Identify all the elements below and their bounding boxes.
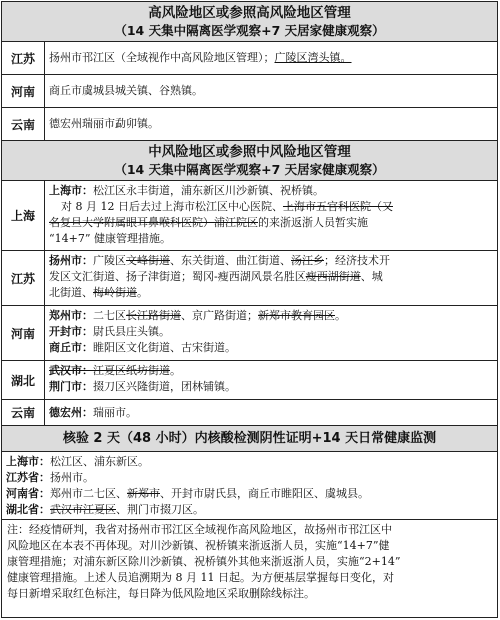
nucleic-test-header	[2, 426, 497, 452]
area-text-struck: 汤汪乡	[291, 254, 324, 267]
area-text-struck: 梅岭街道	[93, 286, 137, 299]
area-text-struck: 江夏区纸坊街道	[93, 364, 170, 377]
province-label: 江苏	[2, 251, 45, 305]
footnote	[2, 520, 497, 604]
area-text: 、开封市尉氏县，商丘市睢阳区、虞城县。	[160, 487, 369, 500]
table-row	[2, 42, 497, 75]
note-line: 注：经疫情研判，我省对扬州市邗江区全域视作高风险地区，故扬州市邗江区中	[7, 523, 392, 536]
area-text: 。	[335, 309, 346, 322]
area-text-struck: 瘦西湖街道	[305, 270, 361, 283]
province-label: 云南	[2, 400, 45, 425]
nucleic-test-list	[2, 452, 497, 520]
province-label: 湖北	[2, 361, 45, 399]
area-text: ；经济技术开	[324, 254, 390, 267]
list-item	[2, 486, 497, 502]
area-text: 的来浙返浙人员暂实施	[258, 216, 368, 229]
area-text-struck: 文峰街道	[126, 254, 170, 267]
area-text: 郑州市二七区、	[50, 487, 127, 500]
province-label: 湖北省：	[6, 503, 50, 516]
province-label: 上海	[2, 181, 45, 250]
area-text: 尉氏县庄头镇。	[93, 325, 170, 338]
city-label: 扬州市：	[49, 254, 93, 267]
area-text: 掇刀区兴隆街道，团林铺镇。	[93, 380, 236, 393]
area-text: 德宏州瑞丽市勐卯镇。	[49, 117, 159, 130]
area-text: 二七区	[93, 309, 126, 322]
province-label: 云南	[2, 108, 45, 140]
area-text-struck: 新郑市教育园区	[258, 309, 335, 322]
table-row	[2, 361, 497, 400]
note-line: 每日新增采取红色标注，每日降为低风险地区采取删除线标注。	[7, 587, 315, 600]
city-label: 商丘市：	[49, 341, 93, 354]
area-text: 扬州市邗江区（全域视作中高风险地区管理）；	[49, 51, 275, 64]
city-label: 上海市：	[49, 184, 93, 197]
medium-risk-header	[2, 141, 497, 181]
city-label: 荆门市：	[49, 380, 93, 393]
area-text: 、东关街道、曲江街道、	[170, 254, 291, 267]
province-label: 河南	[2, 75, 45, 107]
risk-area-document	[1, 1, 498, 618]
area-text: 瑞丽市。	[93, 405, 137, 419]
nucleic-test-title: 核验 2 天（48 小时）内核酸检测阴性证明+14 天日常健康监测	[62, 430, 437, 446]
area-text-underlined: 广陵区湾头镇。	[274, 51, 352, 64]
high-risk-subtitle: （14 天集中隔离医学观察+7 天居家健康观察）	[114, 23, 385, 38]
high-risk-title: 高风险地区或参照高风险地区管理	[148, 5, 351, 21]
area-text: “14+7” 健康管理措施。	[49, 232, 171, 245]
area-text-struck: 武汉市江夏区	[50, 503, 116, 516]
province-label: 江苏	[2, 42, 45, 74]
area-text: 。	[137, 286, 148, 299]
table-row	[2, 400, 497, 426]
note-line: 健康管理措施。上述人员追溯期为 8 月 11 日起。为方便基层掌握每日变化，对	[7, 571, 394, 584]
area-text: 、荆门市掇刀区。	[116, 503, 204, 516]
city-label: 郑州市：	[49, 309, 93, 322]
area-text: 扬州市。	[50, 471, 94, 484]
table-row	[2, 251, 497, 306]
province-label: 河南	[2, 306, 45, 360]
area-text-struck: 新郑市	[127, 487, 160, 500]
city-label: 德宏州：	[49, 405, 93, 419]
area-text: 、京广路街道；	[181, 309, 258, 322]
area-text: 松江区、浦东新区。	[50, 455, 149, 468]
medium-risk-title: 中风险地区或参照中风险地区管理	[148, 144, 351, 160]
area-text: 广陵区	[93, 254, 126, 267]
note-line: 风险地区在本表不再体现。对川沙新镇、祝桥镇来浙返浙人员，实施“14+7”健	[7, 539, 390, 552]
area-text: 、城	[360, 270, 383, 283]
area-text: 北街道、	[49, 286, 93, 299]
note-line: 康管理措施；对浦东新区除川沙新镇、祝桥镇外其他来浙返浙人员，实施“2+14”	[7, 555, 401, 568]
area-text: 发区文汇街道、扬子津街道；蜀冈-瘦西湖风景名胜区	[49, 270, 306, 283]
area-text-struck: 上海市五官科医院（又	[282, 200, 393, 213]
medium-risk-subtitle: （14 天集中隔离医学观察+7 天居家健康观察）	[114, 162, 385, 177]
table-row	[2, 108, 497, 141]
province-label: 江苏省：	[6, 471, 50, 484]
province-label: 上海市：	[6, 455, 50, 468]
area-text: 。	[170, 364, 181, 377]
area-text: 睢阳区文化街道、古宋街道。	[93, 341, 236, 354]
table-row	[2, 181, 497, 251]
area-text: 商丘市虞城县城关镇、谷熟镇。	[49, 84, 203, 97]
area-text-struck: 长江路街道	[126, 309, 181, 322]
city-label: 开封市：	[49, 325, 93, 338]
list-item	[2, 502, 497, 518]
area-text: 对 8 月 12 日后去过上海市松江区中心医院、	[61, 200, 283, 213]
high-risk-header	[2, 2, 497, 42]
city-label-struck: 武汉市：	[49, 364, 93, 377]
area-text: 松江区永丰街道，浦东新区川沙新镇、祝桥镇。	[93, 184, 324, 197]
area-text-struck: 名复旦大学附属眼耳鼻喉科医院）浦江院区	[49, 216, 258, 229]
province-label: 河南省：	[6, 487, 50, 500]
list-item	[2, 454, 497, 470]
table-row	[2, 306, 497, 361]
list-item	[2, 470, 497, 486]
table-row	[2, 75, 497, 108]
